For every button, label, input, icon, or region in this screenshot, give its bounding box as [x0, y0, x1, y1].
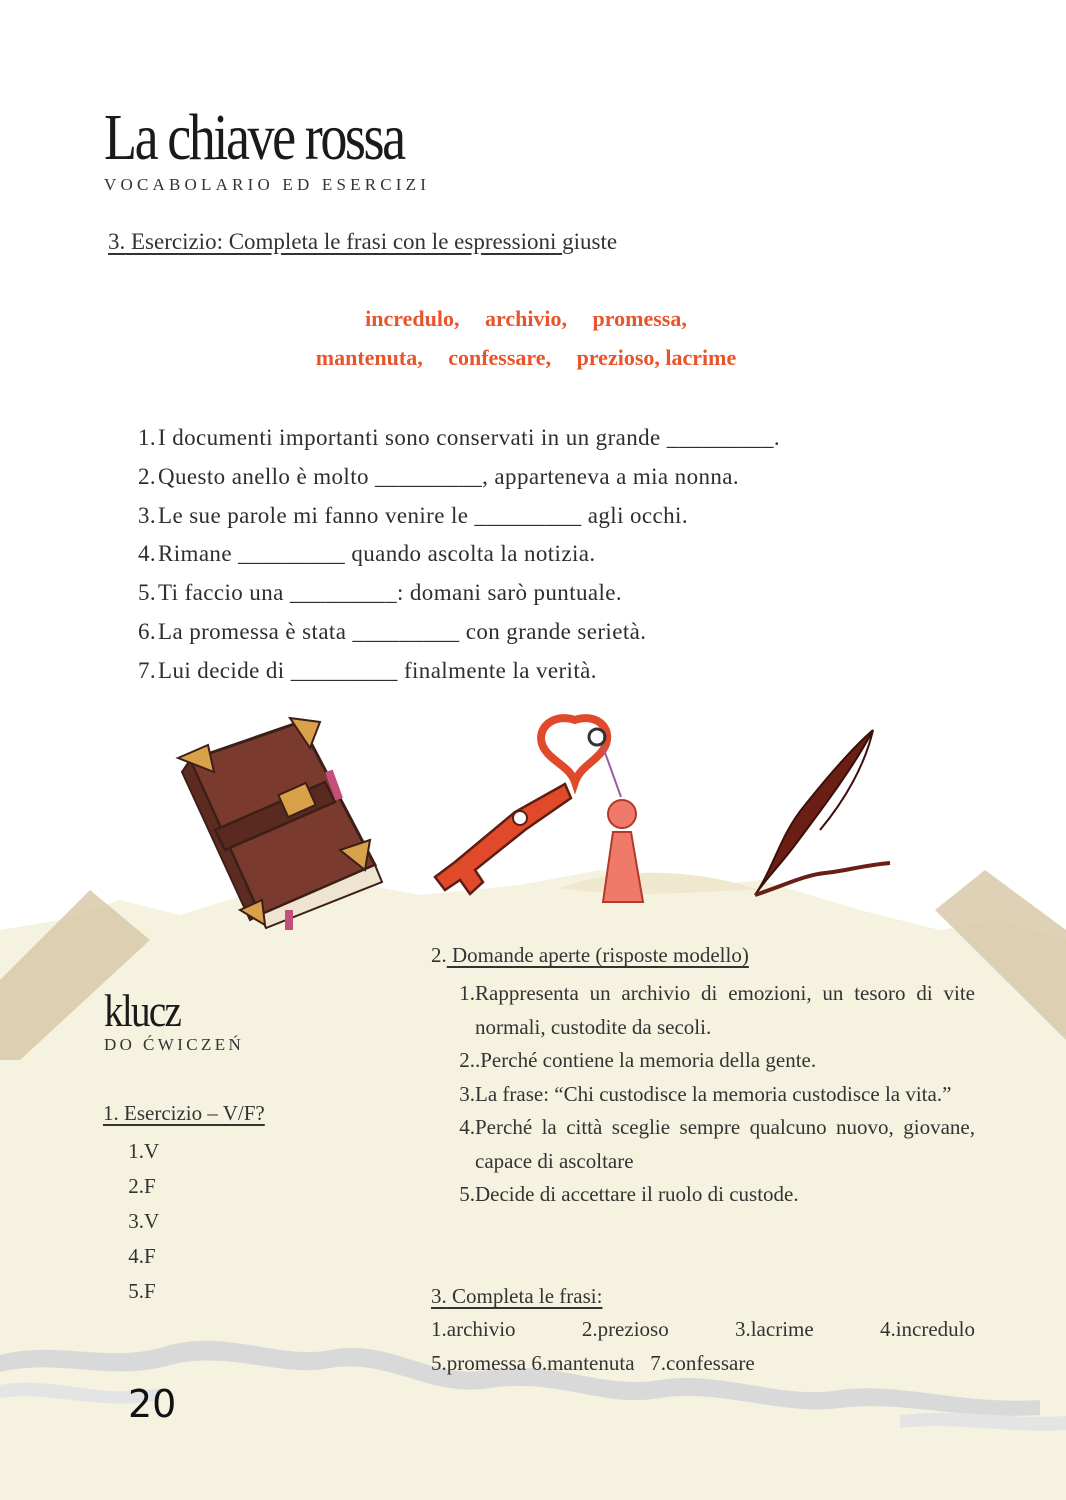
list-item: 2. .Perché contiene la memoria della gente.	[459, 1048, 817, 1072]
list-item: 7.Lui decide di _________ finalmente la verità.	[137, 657, 597, 683]
list-item: 5.Ti faccio una _________: domani sarò puntuale.	[137, 580, 623, 606]
answer-item: 4.incredulo	[879, 1317, 975, 1341]
book-icon	[170, 710, 390, 930]
open-questions-title: 2. Domande aperte (risposte modello)	[431, 943, 749, 967]
vf-section-title: 1. Esercizio – V/F?	[103, 1101, 265, 1125]
word-bank-line-1	[0, 306, 1052, 332]
list-item: 3.V	[128, 1209, 160, 1233]
word-bank-item: archivio,	[484, 306, 568, 331]
word-bank-item: mantenuta,	[315, 345, 423, 370]
list-item: 3.Le sue parole mi fanno venire le _________ agli occhi.	[137, 502, 688, 528]
list-item: 6.La promessa è stata _________ con grande serietà.	[137, 618, 647, 644]
open-answer-list	[448, 977, 975, 1212]
key-icon	[425, 712, 695, 912]
answer-key-title: klucz	[104, 985, 181, 1036]
list-item: 2.F	[128, 1174, 156, 1198]
list-item: 3. La frase: “Chi custodisce la memoria custodisce la vita.”	[459, 1081, 952, 1106]
exercise-title-main: Esercizio: Completa le frasi con le espressioni	[125, 229, 563, 254]
page-title: La chiave rossa	[104, 101, 404, 174]
list-item: 5. Decide di accettare il ruolo di custode.	[459, 1182, 799, 1206]
complete-answers-row-2: 5.promessa 6.mantenuta 7.confessare	[431, 1351, 755, 1375]
answer-key-subtitle: DO ĆWICZEŃ	[104, 1035, 245, 1054]
exercise-number: 3.	[108, 229, 126, 254]
list-item: 2.Questo anello è molto _________, apparteneva a mia nonna.	[137, 463, 740, 489]
answer-item: 2.prezioso	[581, 1317, 669, 1341]
list-item: 4.Rimane _________ quando ascolta la notizia.	[137, 541, 596, 567]
answer-item: 1.archivio	[431, 1317, 516, 1341]
list-item: 4.F	[128, 1244, 156, 1268]
sentence-list	[128, 419, 780, 691]
quill-icon	[745, 725, 895, 900]
word-bank-item: incredulo,	[365, 306, 460, 331]
exercise-title-rest: giuste	[562, 229, 618, 254]
complete-section-title: 3. Completa le frasi:	[431, 1284, 603, 1308]
page-number: 20	[128, 1382, 177, 1426]
list-item: 1. Rappresenta un archivio di emozioni, un tesoro di vite normali, custodite da secoli.	[459, 981, 975, 1039]
page-subtitle: VOCABOLARIO ED ESERCIZI	[104, 175, 431, 194]
complete-answers-row-1	[431, 1317, 975, 1342]
list-item: 1.I documenti importanti sono conservati in un grande _________.	[137, 425, 781, 450]
word-bank-item: prezioso, lacrime	[576, 345, 737, 370]
exercise-title	[108, 229, 617, 255]
answer-item: 3.lacrime	[734, 1317, 814, 1341]
word-bank-item: confessare,	[448, 345, 552, 370]
list-item: 4. Perché la città sceglie sempre qualcuno nuovo, giovane, capace di ascoltare	[459, 1115, 975, 1173]
list-item: 1.V	[128, 1139, 160, 1163]
list-item: 5.F	[128, 1279, 156, 1303]
word-bank-item: promessa,	[592, 306, 687, 331]
vf-answer-list	[118, 1134, 159, 1309]
word-bank-line-2	[0, 345, 1052, 371]
